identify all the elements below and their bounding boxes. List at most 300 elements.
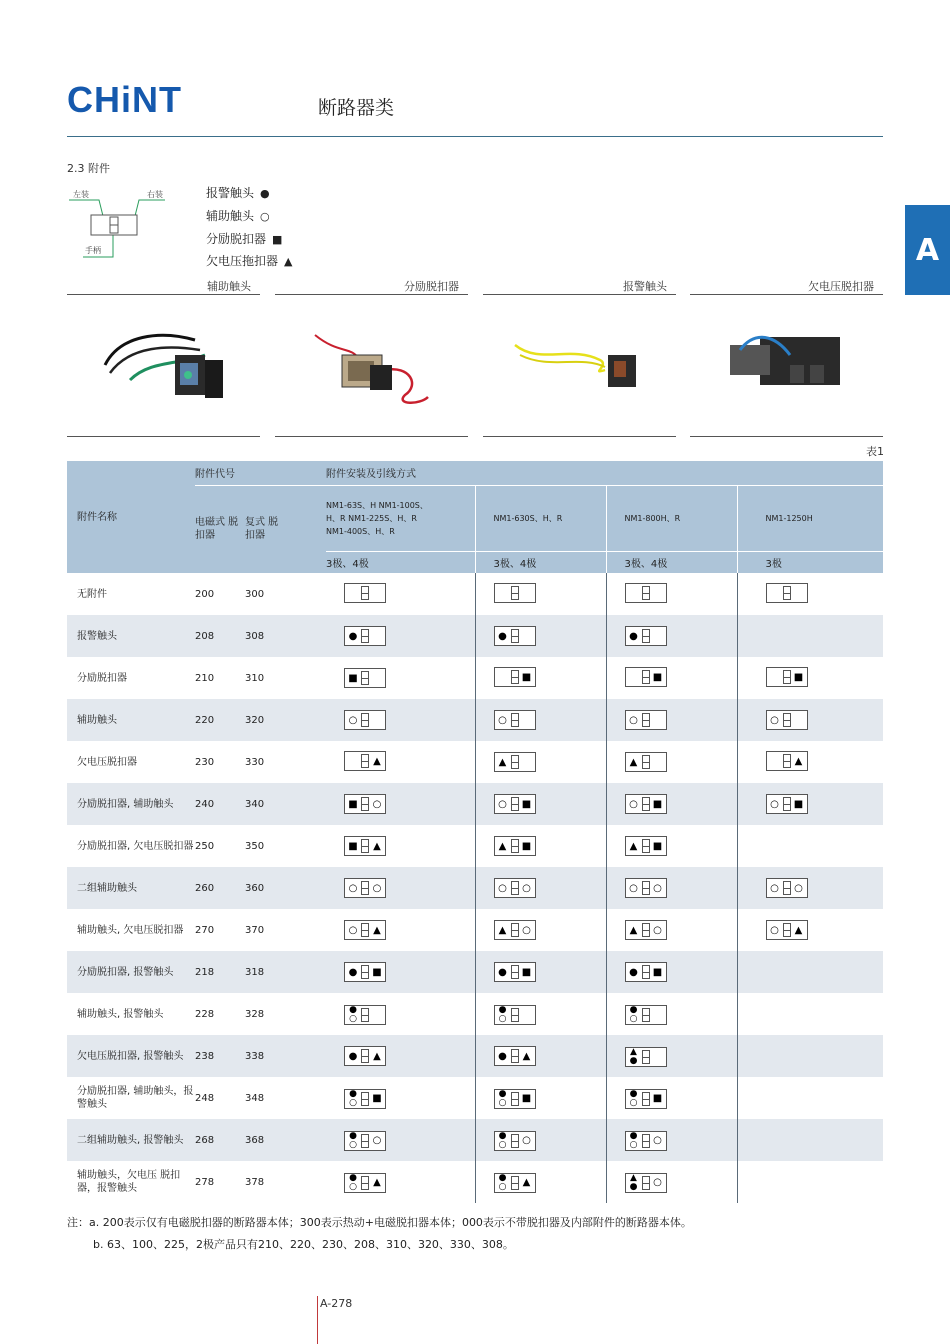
install-cell (326, 909, 475, 951)
photo-label-shunt: 分励脱扣器 (404, 280, 459, 293)
left-slot: ● (498, 630, 507, 642)
right-slot: ○ (522, 924, 531, 936)
handle-icon (511, 755, 519, 769)
code-comp: 340 (245, 783, 326, 825)
handle-icon (511, 713, 519, 727)
code-comp: 308 (245, 615, 326, 657)
code-em: 248 (195, 1092, 215, 1104)
left-slot: ○ (770, 714, 779, 726)
right-slot (650, 753, 666, 771)
left-slot: ▲ (498, 840, 507, 852)
right-slot: ○ (522, 882, 531, 894)
breaker-layout-icon (344, 836, 386, 856)
photo-rule-bottom (275, 436, 468, 437)
filled-triangle-icon: ▲ (284, 255, 293, 268)
left-mount-label: 左装 (73, 190, 89, 199)
right-slot: ■ (372, 966, 382, 978)
left-slot: ● ○ (349, 1130, 357, 1150)
left-slot (626, 584, 642, 602)
table-row (67, 867, 883, 909)
handle-icon (361, 965, 369, 979)
right-slot: ■ (521, 966, 532, 978)
right-slot: ■ (652, 798, 663, 810)
left-slot: ○ (348, 924, 358, 936)
accessory-name: 二组辅助触头, 报警触头 (67, 1119, 195, 1161)
install-cell (737, 615, 883, 657)
right-slot: ○ (372, 798, 382, 810)
handle-icon (783, 923, 791, 937)
handle-icon (642, 881, 650, 895)
install-cell (606, 741, 737, 783)
right-slot (650, 1048, 666, 1066)
header-divider (67, 136, 883, 137)
handle-icon (783, 713, 791, 727)
accessory-name: 分励脱扣器, 辅助触头 (67, 783, 195, 825)
right-slot: ○ (522, 1135, 531, 1146)
photo-rule-top (690, 294, 883, 295)
alarm-contact-photo (510, 325, 650, 410)
breaker-layout-icon (766, 920, 808, 940)
code-comp: 300 (245, 588, 265, 600)
install-cell (606, 1035, 737, 1077)
accessory-name: 辅助触头, 报警触头 (77, 1008, 164, 1020)
code-comp: 320 (245, 699, 326, 741)
install-cell (737, 867, 883, 909)
right-slot: ○ (653, 1135, 662, 1146)
breaker-layout-icon (625, 583, 667, 603)
right-slot: ○ (372, 1135, 382, 1146)
code-comp: 310 (245, 672, 265, 684)
handle-icon (642, 629, 650, 643)
legend-alarm: 报警触头 ● (206, 186, 270, 200)
install-cell (326, 867, 475, 909)
accessory-name: 欠电压脱扣器, 报警触头 (67, 1035, 195, 1077)
table-row (67, 1077, 883, 1119)
breaker-layout-icon (625, 1131, 667, 1151)
photo-rule-bottom (67, 436, 260, 437)
code-em: 250 (195, 840, 215, 852)
page-number-divider (317, 1296, 318, 1344)
breaker-layout-icon (625, 667, 667, 687)
install-cell (326, 1119, 475, 1161)
breaker-layout-icon (766, 751, 808, 771)
install-cell (326, 993, 475, 1035)
install-cell (606, 1077, 737, 1119)
handle-label: 手柄 (85, 246, 101, 255)
left-slot: ● ○ (349, 1004, 357, 1024)
code-em: 268 (195, 1119, 245, 1161)
handle-icon (361, 1049, 369, 1063)
handle-icon (361, 671, 369, 685)
breaker-layout-icon (625, 1089, 667, 1109)
install-cell (475, 615, 606, 657)
left-slot: ▲ (629, 756, 638, 768)
left-slot: ● ○ (629, 1088, 638, 1108)
breaker-layout-icon (494, 794, 536, 814)
left-slot: ○ (498, 882, 507, 894)
handle-icon (783, 754, 791, 768)
right-slot: ■ (652, 840, 663, 852)
col-header-install: 附件安装及引线方式 (326, 461, 883, 485)
handle-icon (511, 1176, 519, 1190)
breaker-layout-icon (344, 878, 386, 898)
code-comp: 378 (245, 1176, 265, 1188)
poles-header: 3极 (737, 551, 883, 573)
install-cell (475, 699, 606, 741)
accessory-name: 分励脱扣器, 辅助触头，报警触头 (77, 1086, 194, 1110)
breaker-layout-icon (494, 667, 536, 687)
handle-icon (783, 586, 791, 600)
left-slot: ○ (770, 924, 779, 936)
left-slot: ● ○ (498, 1172, 507, 1192)
handle-icon (511, 881, 519, 895)
handle-icon (642, 755, 650, 769)
code-comp: 370 (245, 924, 265, 936)
right-slot: ■ (372, 1093, 382, 1104)
accessory-name: 分励脱扣器, 报警触头 (67, 951, 195, 993)
poles-header: 3极、4极 (606, 551, 737, 573)
brand-logo: CHiNT (67, 79, 182, 120)
install-cell (326, 657, 475, 699)
table-row (67, 741, 883, 783)
left-slot: ▲ (498, 924, 507, 936)
table-row (67, 615, 883, 657)
auxiliary-contact-photo (100, 325, 230, 410)
code-comp: 318 (245, 951, 326, 993)
handle-icon (642, 923, 650, 937)
breaker-layout-icon (494, 1131, 536, 1151)
install-cell (326, 573, 475, 615)
install-cell (475, 909, 606, 951)
left-slot: ○ (770, 882, 779, 894)
install-cell (326, 615, 475, 657)
install-cell (606, 993, 737, 1035)
breaker-layout-icon (494, 836, 536, 856)
table-row (67, 573, 883, 615)
table-row (67, 657, 883, 699)
accessory-name: 分励脱扣器 (77, 672, 127, 684)
code-comp: 350 (245, 840, 265, 852)
install-cell (326, 1077, 475, 1119)
right-slot (519, 1006, 535, 1024)
code-comp: 368 (245, 1119, 326, 1161)
handle-icon (511, 1049, 519, 1063)
left-slot (767, 668, 783, 686)
install-cell (737, 825, 883, 867)
right-slot (650, 1006, 666, 1024)
handle-icon (361, 586, 369, 600)
install-cell (606, 909, 737, 951)
left-slot: ● ○ (498, 1130, 507, 1150)
code-comp: 360 (245, 867, 326, 909)
handle-icon (361, 1134, 369, 1148)
accessory-name: 辅助触头 (67, 699, 195, 741)
breaker-layout-icon (494, 920, 536, 940)
breaker-layout-icon (494, 962, 536, 982)
code-em: 240 (195, 783, 245, 825)
breaker-layout-icon (344, 1089, 386, 1109)
right-slot (791, 711, 807, 729)
handle-icon (511, 797, 519, 811)
shunt-release-photo (310, 325, 440, 410)
breaker-layout-icon (344, 1131, 386, 1151)
col-header-comp: 复式 脱扣器 (245, 485, 326, 573)
left-slot: ● (348, 966, 358, 978)
breaker-layout-icon (494, 583, 536, 603)
model-header: NM1-630S、H、R (475, 485, 606, 551)
legend-undervoltage: 欠电压拖扣器 ▲ (206, 254, 293, 268)
left-slot: ▲ ● (629, 1172, 638, 1192)
right-slot: ▲ (373, 840, 381, 852)
left-slot (626, 668, 642, 686)
install-cell (606, 825, 737, 867)
install-cell (475, 951, 606, 993)
right-slot: ○ (372, 882, 382, 894)
install-cell (737, 993, 883, 1035)
right-slot (519, 753, 535, 771)
table-row (67, 699, 883, 741)
right-slot (369, 669, 385, 687)
handle-icon (361, 923, 369, 937)
right-slot: ▲ (794, 924, 803, 936)
handle-icon (511, 1134, 519, 1148)
left-slot (767, 584, 783, 602)
install-cell (737, 1077, 883, 1119)
install-cell (737, 909, 883, 951)
left-slot: ● ○ (498, 1088, 507, 1108)
right-slot: ○ (653, 924, 662, 936)
hollow-circle-icon: ○ (260, 210, 270, 223)
left-slot: ● (498, 1050, 507, 1062)
photo-label-undervoltage: 欠电压脱扣器 (808, 280, 874, 293)
left-slot (345, 584, 361, 602)
breaker-layout-icon (494, 1005, 536, 1025)
install-cell (737, 951, 883, 993)
breaker-layout-icon (766, 878, 808, 898)
section-side-tab: A (905, 205, 950, 295)
handle-icon (783, 881, 791, 895)
table-row (67, 825, 883, 867)
handle-icon (361, 797, 369, 811)
breaker-outline-icon (67, 186, 177, 261)
code-em: 228 (195, 1008, 215, 1020)
handle-icon (511, 629, 519, 643)
install-cell (606, 699, 737, 741)
install-cell (606, 1161, 737, 1203)
right-slot: ○ (794, 882, 803, 894)
breaker-layout-icon (344, 1005, 386, 1025)
handle-icon (642, 670, 650, 684)
install-cell (475, 867, 606, 909)
left-slot: ▲ ● (629, 1046, 638, 1066)
accessory-name: 报警触头 (67, 615, 195, 657)
breaker-layout-icon (344, 710, 386, 730)
left-slot (767, 752, 783, 770)
handle-icon (642, 1134, 650, 1148)
page-category-title: 断路器类 (318, 97, 395, 119)
code-em: 278 (195, 1176, 215, 1188)
filled-square-icon: ■ (272, 233, 283, 246)
left-slot: ▲ (629, 924, 638, 936)
handle-icon (361, 754, 369, 768)
left-slot (495, 584, 511, 602)
code-em: 220 (195, 699, 245, 741)
install-cell (326, 783, 475, 825)
code-em: 200 (195, 588, 215, 600)
breaker-layout-icon (494, 626, 536, 646)
handle-icon (783, 670, 791, 684)
table-row (67, 1035, 883, 1077)
install-cell (475, 573, 606, 615)
handle-icon (361, 713, 369, 727)
accessory-name: 二组辅助触头 (67, 867, 195, 909)
right-slot: ■ (521, 671, 532, 683)
left-slot (345, 752, 361, 770)
handle-icon (642, 1050, 650, 1064)
table-caption: 表1 (866, 445, 884, 458)
accessory-name: 无附件 (77, 588, 107, 600)
breaker-layout-icon (625, 836, 667, 856)
right-slot: ■ (793, 671, 804, 683)
table-note-a: 注：a. 200表示仅有电磁脱扣器的断路器本体；300表示热动+电磁脱扣器本体；000表示不带脱扣器及内部附件的断路器本体。 (67, 1216, 692, 1229)
table-row (67, 951, 883, 993)
right-slot: ■ (521, 1093, 532, 1104)
breaker-layout-icon (625, 710, 667, 730)
handle-icon (642, 586, 650, 600)
install-cell (737, 741, 883, 783)
accessory-name: 辅助触头, 欠电压脱扣器 (77, 924, 184, 936)
photo-label-auxiliary: 辅助触头 (207, 280, 251, 293)
handle-icon (642, 1008, 650, 1022)
breaker-layout-icon (494, 1046, 536, 1066)
install-cell (475, 783, 606, 825)
breaker-layout-icon (344, 1173, 386, 1193)
handle-icon (511, 839, 519, 853)
right-slot: ▲ (522, 1050, 531, 1062)
install-cell (475, 657, 606, 699)
install-cell (737, 1035, 883, 1077)
breaker-layout-icon (494, 878, 536, 898)
breaker-layout-icon (494, 1089, 536, 1109)
breaker-layout-icon (344, 668, 386, 688)
install-cell (606, 951, 737, 993)
handle-icon (511, 586, 519, 600)
install-cell (606, 783, 737, 825)
code-em: 210 (195, 672, 215, 684)
left-slot: ● ○ (629, 1004, 638, 1024)
handle-icon (511, 670, 519, 684)
handle-icon (511, 1092, 519, 1106)
install-cell (326, 825, 475, 867)
left-slot: ○ (629, 798, 638, 810)
right-slot: ▲ (373, 1050, 381, 1062)
install-cell (606, 1119, 737, 1161)
left-slot: ● ○ (349, 1172, 357, 1192)
breaker-layout-icon (766, 710, 808, 730)
handle-icon (361, 1176, 369, 1190)
photo-rule-top (483, 294, 676, 295)
breaker-layout-icon (344, 751, 386, 771)
photo-rule-bottom (483, 436, 676, 437)
left-slot: ● (348, 1050, 358, 1062)
install-cell (475, 741, 606, 783)
breaker-layout-icon (625, 920, 667, 940)
right-slot (369, 711, 385, 729)
install-cell (737, 783, 883, 825)
table-row (67, 993, 883, 1035)
accessory-name: 分励脱扣器, 欠电压脱扣器 (77, 840, 194, 852)
photo-rule-top (275, 294, 468, 295)
right-slot (369, 1006, 385, 1024)
breaker-layout-icon (344, 626, 386, 646)
code-comp: 330 (245, 756, 265, 768)
left-slot: ○ (348, 714, 358, 726)
left-slot: ■ (348, 840, 358, 852)
right-mount-label: 右装 (147, 190, 163, 199)
left-slot: ○ (629, 714, 638, 726)
handle-icon (361, 839, 369, 853)
right-slot (650, 711, 666, 729)
right-slot (519, 711, 535, 729)
handle-icon (361, 1092, 369, 1106)
install-cell (737, 657, 883, 699)
left-slot: ○ (498, 798, 507, 810)
legend-auxiliary: 辅助触头 ○ (206, 209, 270, 223)
breaker-layout-icon (344, 794, 386, 814)
breaker-layout-icon (494, 710, 536, 730)
table-row (67, 1161, 883, 1203)
breaker-layout-icon (344, 962, 386, 982)
right-slot (519, 584, 535, 602)
install-cell (475, 1077, 606, 1119)
breaker-layout-icon (494, 752, 536, 772)
left-slot: ○ (629, 882, 638, 894)
right-slot: ■ (652, 671, 663, 683)
breaker-layout-icon (625, 1047, 667, 1067)
left-slot: ■ (348, 672, 358, 684)
right-slot: ▲ (373, 924, 381, 936)
install-cell (606, 657, 737, 699)
right-slot (650, 627, 666, 645)
handle-icon (511, 1008, 519, 1022)
install-cell (606, 573, 737, 615)
handle-icon (642, 797, 650, 811)
handle-icon (511, 923, 519, 937)
breaker-layout-icon (625, 1005, 667, 1025)
model-header: NM1-1250H (737, 485, 883, 551)
handle-icon (361, 1008, 369, 1022)
left-slot: ▲ (629, 840, 638, 852)
left-slot: ○ (348, 882, 358, 894)
code-comp: 328 (245, 1008, 265, 1020)
right-slot: ▲ (373, 755, 381, 767)
poles-header: 3极、4极 (475, 551, 606, 573)
right-slot: ○ (653, 882, 662, 894)
install-cell (326, 741, 475, 783)
accessory-name: 欠电压脱扣器 (77, 756, 137, 768)
right-slot: ■ (652, 966, 663, 978)
breaker-layout-icon (344, 920, 386, 940)
breaker-layout-icon (344, 583, 386, 603)
install-cell (606, 615, 737, 657)
table-row (67, 909, 883, 951)
handle-icon (361, 881, 369, 895)
right-slot: ■ (521, 798, 532, 810)
install-cell (475, 993, 606, 1035)
code-em: 208 (195, 615, 245, 657)
model-header: NM1-800H、R (606, 485, 737, 551)
left-slot: ● (348, 630, 358, 642)
